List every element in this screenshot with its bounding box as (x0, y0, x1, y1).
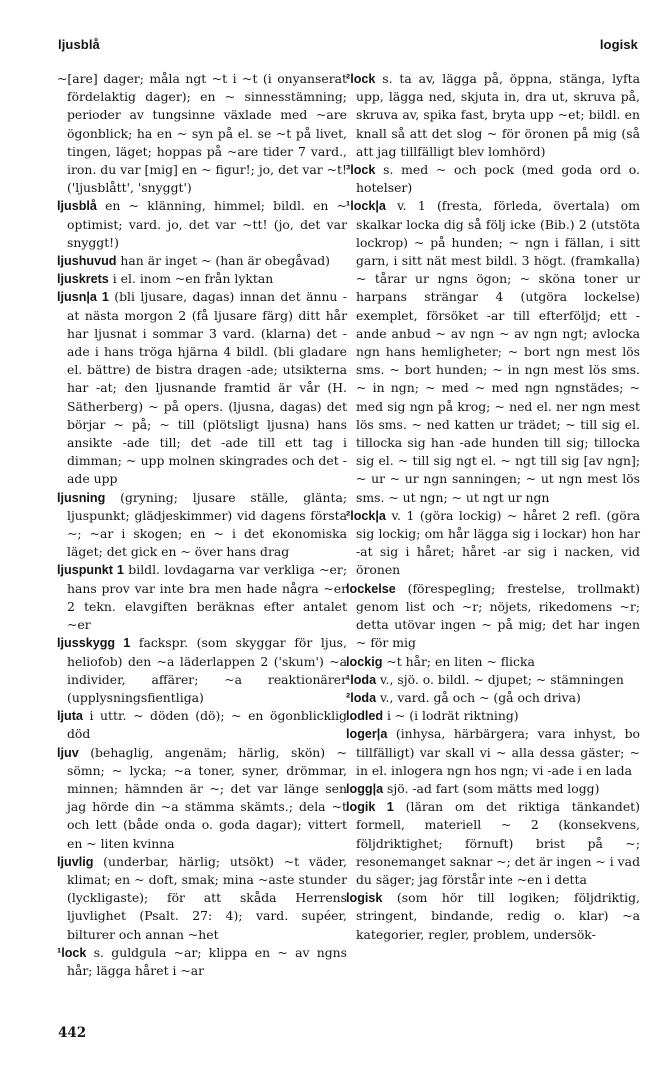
dictionary-entry (57, 634, 347, 707)
dictionary-entry (57, 270, 347, 288)
entry-headword: ljusning (57, 490, 106, 505)
entry-text: bildl. lovdagarna var verkliga ~er; hans prov var inte bra men hade några ~er 2 tekn. elavgiften beräknas efter antalet ~er (67, 562, 347, 633)
entry-headword: ¹lock|a (346, 199, 386, 214)
entry-text: s. guldgula ~ar; klippa en ~ av ngns hår; lägga håret i ~ar (67, 944, 347, 978)
entry-headword: ljuvlig (57, 854, 94, 869)
entry-text: en ~ klänning, himmel; bildl. en ~ optimist; vard. jo, det var ~tt! (jo, det var snyggt!) (67, 198, 347, 250)
dictionary-entry (57, 288, 347, 488)
entry-text: (bli ljusare, dagas) innan det ännu -at nästa morgon 2 (få ljusare färg) ditt hår har ljusnat i sommar 3 vard. (klarna) det -ade i hans tröga hjärna 4 bildl. (bli gladare el. bättre) de bistra dragen -ade; utsikterna har -at; den ljusnande framtid är vår (H. Sätherberg) ~ på opers. (ljusna, dagas) det börjar ~ på; ~ till (plötsligt ljusna) hans ansikte -ade till; det -ade till ett tag i dimman; ~ upp molnen skingrades och det -ade upp (67, 289, 347, 487)
right-column (346, 70, 640, 944)
dictionary-entry (346, 671, 640, 689)
entry-headword: loger|a (346, 727, 388, 742)
dictionary-entry (346, 580, 640, 653)
entry-text: v. 1 (göra lockig) ~ håret 2 refl. (göra sig lockig; om hår lägga sig i lockar) hon har -at sig i håret; håret -ar sig i nacken, vid öronen (356, 507, 640, 578)
entry-text: (behaglig, angenäm; härlig, skön) ~ sömn; ~ lycka; ~a toner, syner, drömmar, minnen; hämnden är ~; det var länge sen jag hörde din ~a stämma skämts.; dela ~t och lett (både onda o. goda dagar); vittert en ~ liten kvinna (67, 744, 347, 851)
entry-headword: lockelse (346, 581, 396, 596)
dictionary-entry (57, 561, 347, 634)
entry-text: i el. inom ~en från lyktan (108, 271, 274, 287)
entry-headword: ³lock (346, 163, 376, 178)
dictionary-entry (57, 70, 347, 197)
dictionary-entry (346, 70, 640, 161)
entry-headword: lodled (346, 709, 384, 724)
dictionary-entry (57, 252, 347, 270)
entry-text: i uttr. ~ döden (dö); ~ en ögonblicklig död (67, 708, 347, 742)
entry-headword: ljuta (57, 709, 83, 724)
entry-headword: ljuv (57, 745, 79, 760)
dictionary-entry (346, 798, 640, 889)
dictionary-entry (346, 725, 640, 780)
entry-text: v., sjö. o. bildl. ~ djupet; ~ stämningen (376, 671, 624, 687)
entry-text: (förespegling; frestelse, trollmakt) genom list och ~r; nöjets, rikedomens ~r; detta utövar ingen ~ på mig; det har ingen ~ för mig (356, 580, 640, 651)
right-guide-word: logisk (599, 37, 638, 52)
dictionary-entry (346, 197, 640, 506)
entry-headword: ¹lock (57, 945, 87, 960)
entry-text: (underbar, härlig; utsökt) ~t väder, klimat; en ~ doft, smak; mina ~aste stunder (lyckligaste); för att skåda Herrens ljuvlighet (Psalt. 27: 4); vard. supéer, bilturer och annan ~het (67, 853, 347, 942)
dictionary-entry (346, 889, 640, 944)
entry-headword: ljusn|a 1 (57, 290, 109, 305)
dictionary-entry (346, 707, 640, 725)
dictionary-entry (346, 507, 640, 580)
page-number: 442 (58, 1025, 87, 1041)
dictionary-entry (57, 489, 347, 562)
entry-text: ~[are] dager; måla ngt ~t i ~t (i onyanserat fördelaktig dager); en ~ sinnesstämning; perioder av tungsinne växlade med ~are ögonblick; ha en ~ syn på el. se ~t på livet, tingen, läget; hoppas på ~are tider 7 vard., iron. du var [mig] en ~ figur!; jo, det var ~t! ('ljusblått', 'snyggt') (57, 71, 347, 196)
left-column (57, 70, 347, 980)
entry-headword: ¹loda (346, 672, 377, 687)
entry-text: fackspr. (som skyggar för ljus, heliofob) den ~a läderlappen 2 ('skum') ~a individer, affärer; ~a reaktionärer (upplysningsfientliga) (67, 635, 347, 705)
entry-text: s. ta av, lägga på, öppna, stänga, lyfta upp, lägga ned, skjuta in, dra ut, skruva på, skruva av, spika fast, bryta upp ~et; bildl. en knall så att det slog ~ för öronen på mig (så att jag tillfälligt blev lomhörd) (356, 71, 640, 159)
entry-headword: logg|a (346, 781, 384, 796)
entry-headword: ljuspunkt 1 (57, 563, 124, 578)
dictionary-entry (57, 744, 347, 853)
entry-text: (som hör till logiken; följdriktig, stringent, bindande, redig o. klar) ~a kategorier, regler, problem, undersök- (356, 890, 640, 942)
dictionary-entry (57, 944, 347, 980)
entry-headword: logik 1 (346, 800, 394, 815)
entry-text: (gryning; ljusare ställe, glänta; ljuspunkt; glädjeskimmer) vid dagens första ~; ~ar i skogen; en ~ i det ekonomiska läget; det gick en ~ över hans drag (67, 489, 347, 560)
dictionary-entry (57, 853, 347, 944)
dictionary-entry (346, 689, 640, 707)
entry-text: han är inget ~ (han är obegåvad) (116, 253, 330, 269)
entry-text: sjö. -ad fart (som mätts med logg) (383, 780, 600, 796)
entry-headword: lockig (346, 654, 383, 669)
entry-headword: ljusblå (57, 199, 97, 214)
entry-headword: logisk (346, 891, 383, 906)
entry-text: (inhysa, härbärgera; vara inhyst, bo tillfälligt) var skall vi ~ alla dessa gäster; ~ in el. inlogera ngn hos ngn; vi -ade i en lada (356, 726, 640, 778)
entry-text: s. med ~ och pock (med goda ord o. hotelser) (356, 162, 640, 196)
dictionary-entry (346, 161, 640, 197)
entry-text: v. 1 (fresta, förleda, övertala) om skalkar locka dig så följ icke (Bib.) 2 (utstöta lockrop) ~ på hunden; ~ ngn i fällan, i sitt garn, i sitt nät mest bildl. 3 högt. (framkalla) ~ tårar ur ngns ögon; ~ sköna toner ur harpans strängar 4 (utgöra lockelse) exemplet, försöket -ar till efterföljd; ett -ande anbud ~ av ngn ~ av ngn ngt; avlocka ngn hans hemligheter; ~ bort ngn mest lös sms. ~ bort hunden; ~ in ngn mest lös sms. ~ in ngn; ~ med ~ med ngn ngnstädes; ~ med sig ngn på krog; ~ ned el. ner ngn mest lös sms. ~ ned katten ur trädet; ~ till sig el. tillocka sig han -ade hunden till sig; tillocka sig el. ~ till sig ngt el. ~ ngt till sig [av ngn]; ~ ur ~ ur ngn sanningen; ~ ut ngn mest lös sms. ~ ut ngn; ~ ut ngt ur ngn (356, 198, 640, 505)
entry-headword: ljuskrets (57, 272, 109, 287)
entry-headword: ²loda (346, 690, 377, 705)
dictionary-entry (57, 707, 347, 743)
dictionary-entry (57, 197, 347, 252)
entry-text: v., vard. gå och ~ (gå och driva) (376, 689, 581, 705)
left-guide-word: ljusblå (58, 37, 100, 52)
entry-text: i ~ (i lodrät riktning) (383, 708, 519, 724)
dictionary-entry (346, 653, 640, 671)
entry-headword: ljushuvud (57, 254, 117, 269)
entry-text: ~t hår; en liten ~ flicka (382, 653, 535, 669)
entry-headword: ljusskygg 1 (57, 636, 131, 651)
entry-headword: ²lock|a (346, 508, 386, 523)
entry-headword: ²lock (346, 72, 376, 86)
entry-text: (läran om det riktiga tänkandet) formell, materiell ~ 2 (konsekvens, följdriktighet; förnuft) brist på ~; resonemanget saknar ~; det är ingen ~ i vad du säger; jag förstår inte ~en i detta (356, 799, 640, 887)
dictionary-entry (346, 780, 640, 798)
